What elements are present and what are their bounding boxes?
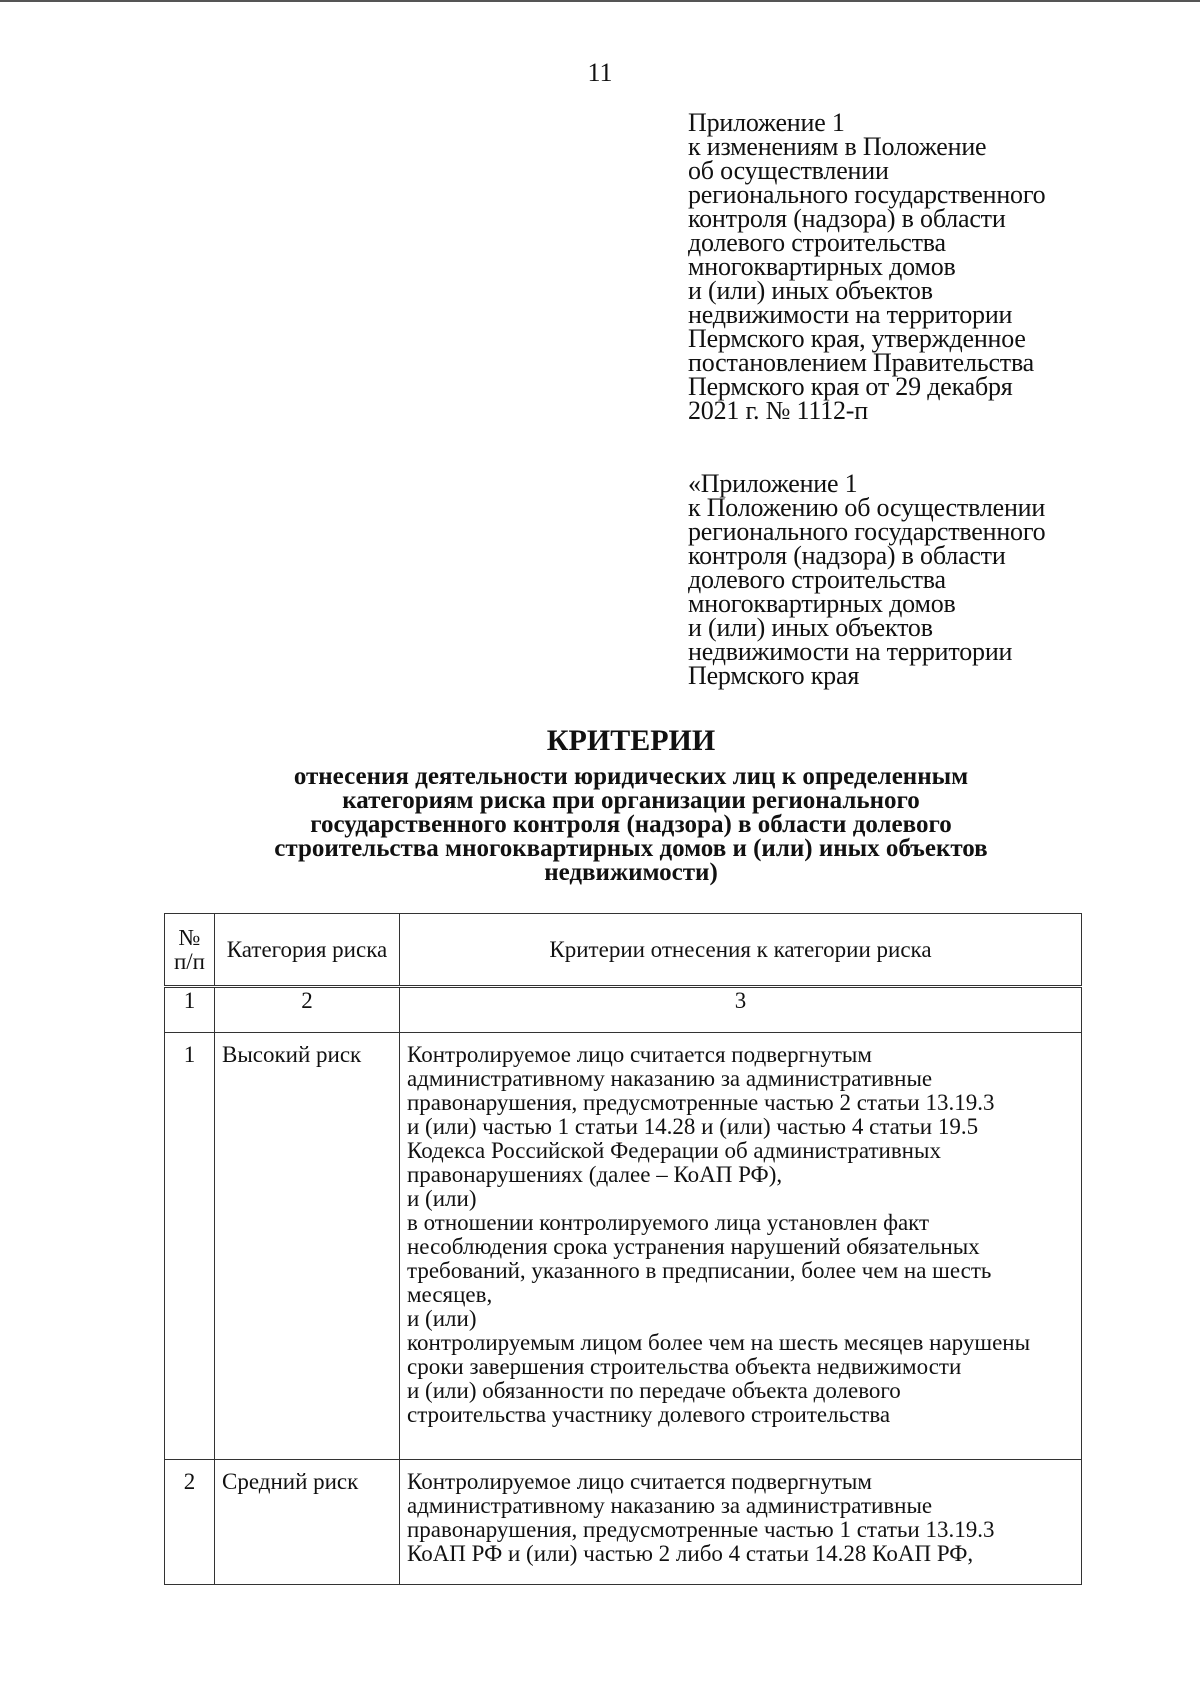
criteria-line: требований, указанного в предписании, более чем на шесть bbox=[407, 1258, 992, 1283]
annex-line: контроля (надзора) в области bbox=[688, 204, 1006, 233]
criteria-line: и (или) bbox=[407, 1306, 477, 1331]
annex-line: к Положению об осуществлении bbox=[688, 493, 1046, 522]
criteria-line: правонарушениях (далее – КоАП РФ), bbox=[407, 1162, 783, 1187]
annex-line: многоквартирных домов bbox=[688, 589, 956, 618]
annex-line: Пермского края от 29 декабря bbox=[688, 372, 1013, 401]
criteria-line: КоАП РФ и (или) частью 2 либо 4 статьи 14.28 КоАП РФ, bbox=[407, 1541, 974, 1566]
column-number-row bbox=[165, 987, 1082, 1033]
criteria-line: месяцев, bbox=[407, 1282, 493, 1307]
annex-line: Пермского края, утвержденное bbox=[688, 324, 1026, 353]
header-criteria: Критерии отнесения к категории риска bbox=[400, 914, 1082, 987]
annex-line: Пермского края bbox=[688, 661, 860, 690]
criteria-line: административному наказанию за административные bbox=[407, 1066, 933, 1091]
criteria-line: строительства участнику долевого строительства bbox=[407, 1402, 891, 1427]
row-number: 2 bbox=[165, 1460, 215, 1585]
risk-criteria bbox=[400, 1033, 1082, 1460]
header-number bbox=[165, 914, 215, 987]
header-number-line1: № bbox=[178, 924, 201, 950]
criteria-line: Кодекса Российской Федерации об административных bbox=[407, 1138, 941, 1163]
annex-line: 2021 г. № 1112-п bbox=[688, 396, 868, 425]
criteria-line: и (или) частью 1 статьи 14.28 и (или) частью 4 статьи 19.5 bbox=[407, 1114, 979, 1139]
annex-line: к изменениям в Положение bbox=[688, 132, 987, 161]
annex-line: долевого строительства bbox=[688, 228, 946, 257]
annex-line: контроля (надзора) в области bbox=[688, 541, 1006, 570]
subtitle-line: строительства многоквартирных домов и (или) иных объектов bbox=[274, 835, 988, 862]
annex-line: и (или) иных объектов bbox=[688, 276, 933, 305]
risk-category: Средний риск bbox=[215, 1460, 400, 1585]
table-row bbox=[165, 1460, 1082, 1585]
scan-edge-line bbox=[0, 0, 1200, 2]
criteria-line: Контролируемое лицо считается подвергнутым bbox=[407, 1042, 872, 1067]
column-number: 1 bbox=[165, 987, 215, 1033]
header-number-line2: п/п bbox=[173, 948, 205, 974]
risk-criteria bbox=[400, 1460, 1082, 1585]
risk-category: Высокий риск bbox=[215, 1033, 400, 1460]
criteria-line: сроки завершения строительства объекта недвижимости bbox=[407, 1354, 962, 1379]
annex-line: недвижимости на территории bbox=[688, 300, 1013, 329]
annex-line: постановлением Правительства bbox=[688, 348, 1035, 377]
criteria-line: правонарушения, предусмотренные частью 2 статьи 13.19.3 bbox=[407, 1090, 995, 1115]
document-title: КРИТЕРИИ bbox=[546, 724, 716, 757]
row-number: 1 bbox=[165, 1033, 215, 1460]
annex-line: долевого строительства bbox=[688, 565, 946, 594]
annex-line: Приложение 1 bbox=[688, 108, 845, 137]
annex-line: многоквартирных домов bbox=[688, 252, 956, 281]
criteria-line: в отношении контролируемого лица установлен факт bbox=[407, 1210, 930, 1235]
criteria-line: правонарушения, предусмотренные частью 1 статьи 13.19.3 bbox=[407, 1517, 995, 1542]
criteria-line: контролируемым лицом более чем на шесть месяцев нарушены bbox=[407, 1330, 1031, 1355]
annex-line: недвижимости на территории bbox=[688, 637, 1013, 666]
criteria-line: административному наказанию за административные bbox=[407, 1493, 933, 1518]
annex-line: об осуществлении bbox=[688, 156, 889, 185]
criteria-line: и (или) обязанности по передаче объекта долевого bbox=[407, 1378, 901, 1403]
subtitle-line: недвижимости) bbox=[544, 859, 718, 886]
table-row bbox=[165, 1033, 1082, 1460]
document-subtitle bbox=[200, 765, 1062, 885]
column-number: 2 bbox=[215, 987, 400, 1033]
table-header-row bbox=[165, 914, 1082, 987]
criteria-line: несоблюдения срока устранения нарушений обязательных bbox=[407, 1234, 980, 1259]
annex-heading-amendments bbox=[688, 108, 1128, 425]
header-category: Категория риска bbox=[215, 914, 400, 987]
criteria-line: и (или) bbox=[407, 1186, 477, 1211]
criteria-line: Контролируемое лицо считается подвергнутым bbox=[407, 1469, 872, 1494]
annex-heading-regulation bbox=[688, 469, 1128, 690]
subtitle-line: категориям риска при организации регионального bbox=[342, 787, 920, 814]
subtitle-line: государственного контроля (надзора) в области долевого bbox=[310, 811, 952, 838]
page-number: 11 bbox=[587, 58, 613, 87]
annex-line: и (или) иных объектов bbox=[688, 613, 933, 642]
subtitle-line: отнесения деятельности юридических лиц к определенным bbox=[293, 763, 969, 790]
annex-line: регионального государственного bbox=[688, 180, 1046, 209]
column-number: 3 bbox=[400, 987, 1082, 1033]
annex-line: «Приложение 1 bbox=[688, 469, 858, 498]
annex-line: регионального государственного bbox=[688, 517, 1046, 546]
risk-criteria-table bbox=[164, 913, 1082, 1585]
